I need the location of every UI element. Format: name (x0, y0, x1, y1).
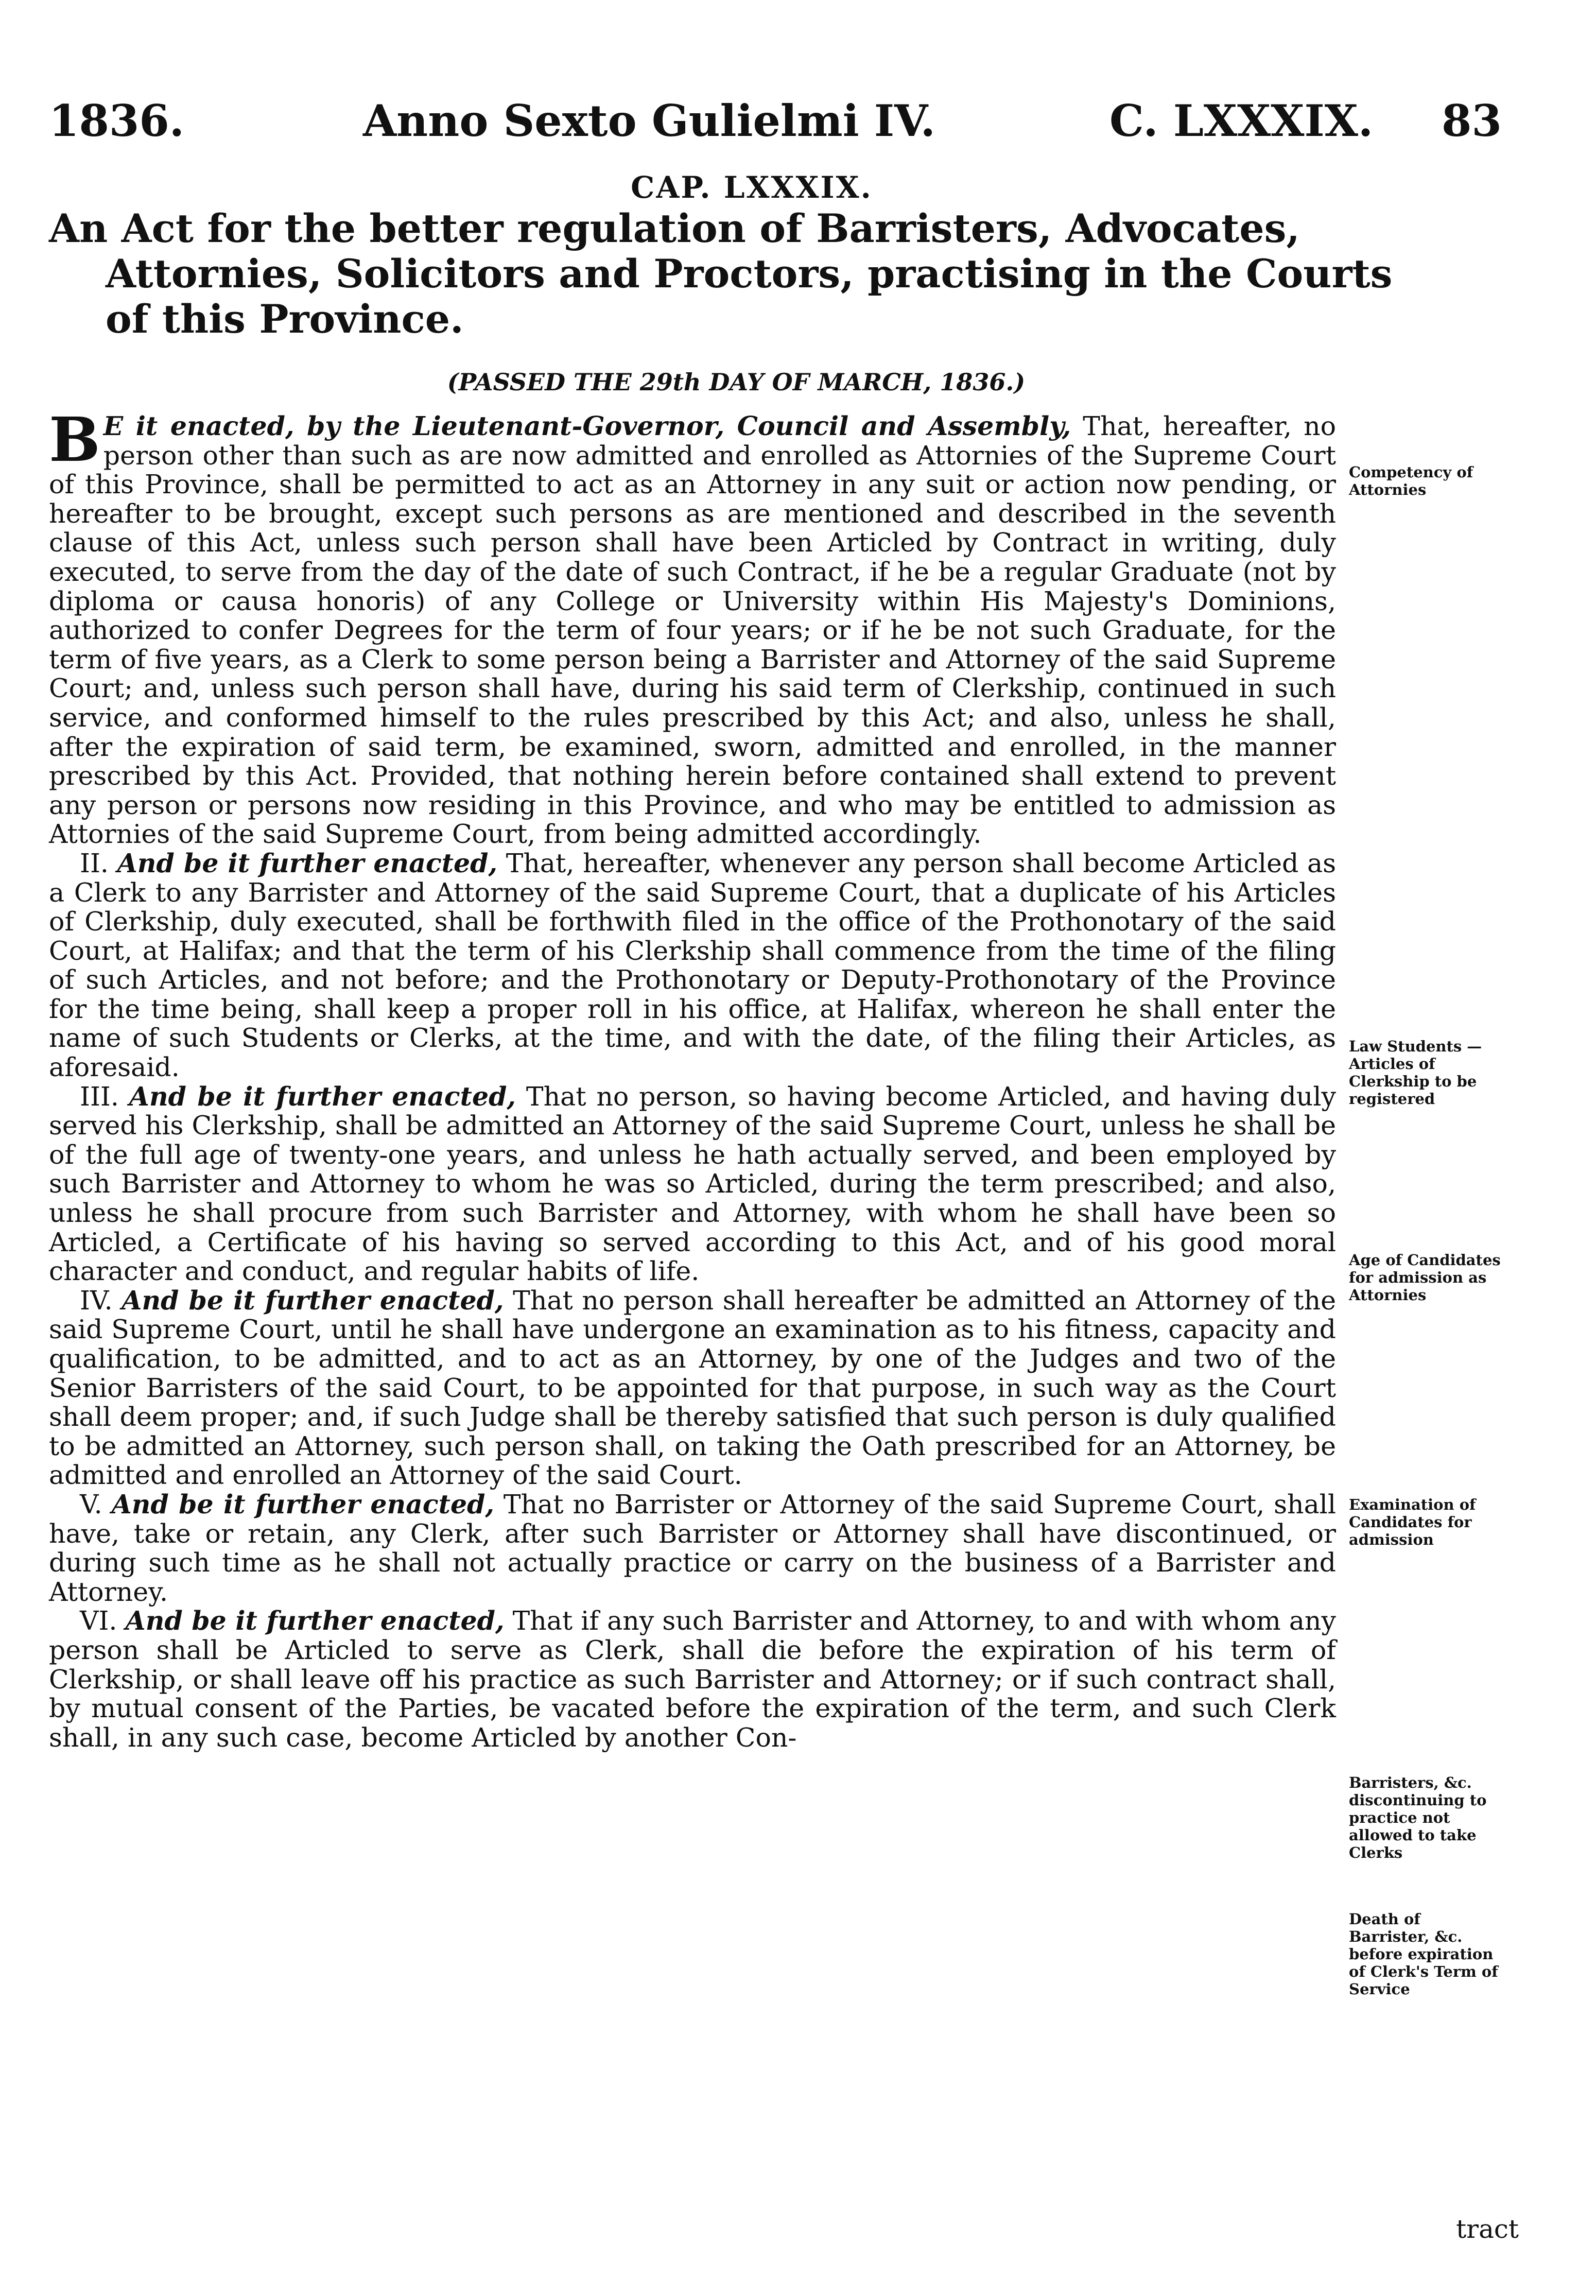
section-lead: And be it further enacted, (111, 1489, 494, 1520)
drop-cap: B (49, 404, 100, 475)
margin-note-competency: Competency of Attornies (1349, 463, 1473, 498)
section-text: That, hereafter, whenever any person shall become Articled as a Clerk to any Barrister and Attorney of the said Supreme Court, that a duplicate of his Articles of Clerkship, duly executed, shall be forthwith filed in the office of the Prothonotary of the said Court, at Halifax; and that the term of his Clerkship shall commence from the time of the filing of such Articles, and not before; and the Prothonotary or Deputy-Prothonotary of the Province for the time being, shall keep a proper roll in his office, at Halifax, whereon he shall enter the name of such Students or Clerks, at the time, and with the date, of the filing their Articles, as aforesaid. (49, 848, 1336, 1083)
section-text: That no person shall hereafter be admitted an Attorney of the said Supreme Court, until he shall have undergone an examination as to his fitness, capacity and qualification, to be admitted, and to act as an Attorney, by one of the Judges and two of the Senior Barristers of the said Court, to be appointed for that purpose, in such way as the Court shall deem proper; and, if such Judge shall be thereby satisfied that such person is duly qualified to be admitted an Attorney, such person shall, on taking the Oath prescribed for an Attorney, be admitted and enrolled an Attorney of the said Court. (49, 1285, 1336, 1491)
section-2 (49, 849, 1336, 1082)
section-text: That if any such Barrister and Attorney, to and with whom any person shall be Articled to serve as Clerk, shall die before the expiration of his term of Clerkship, or shall leave off his practice as such Barrister and Attorney; or if such contract shall, by mutual consent of the Parties, be vacated before the expiration of the term, and such Clerk shall, in any such case, become Articled by another Con- (49, 1606, 1336, 1753)
section-1 (49, 404, 1337, 850)
catchword: tract (1456, 2214, 1519, 2244)
passed-date: (PASSED THE 29th DAY OF MARCH, 1836.) (447, 368, 1026, 396)
margin-note-age-of-candidates: Age of Candidates for admission as Attornies (1349, 1251, 1501, 1304)
section-numeral: V. (80, 1489, 102, 1520)
section-text: That, hereafter, no person other than such as are now admitted and enrolled as Attornies of the Supreme Court of this Province, shall be permitted to act as an Attorney in any suit or action now pending, or hereafter to be brought, except such persons as are mentioned and described in the seventh clause of this Act, unless such person shall have been Articled by Contract in writing, duly executed, to serve from the day of the date of such Contract, if he be a regular Graduate (not by diploma or causa honoris) of any College or University within His Majesty's Dominions, authorized to confer Degrees for the term of four years; or if he be not such Graduate, for the term of five years, as a Clerk to some person being a Barrister and Attorney of the said Supreme Court; and, unless such person shall have, during his said term of Clerkship, continued in such service, and conformed himself to the rules prescribed by this Act; and also, unless he shall, after the expiration of said term, be examined, sworn, admitted and enrolled, in the manner prescribed by this Act. Provided, that nothing herein before contained shall extend to prevent any person or persons now residing in this Province, and who may be entitled to admission as Attornies of the said Supreme Court, from being admitted accordingly. (49, 411, 1337, 850)
section-numeral: IV. (80, 1285, 113, 1316)
section-lead: And be it further enacted, (129, 1081, 516, 1112)
margin-note-barristers-discontinuing: Barristers, &c. discontinuing to practice not allowed to take Clerks (1349, 1774, 1487, 1861)
page-number: 83 (1442, 95, 1502, 146)
act-body (49, 404, 1337, 1753)
section-5 (49, 1490, 1336, 1607)
section-6 (49, 1607, 1336, 1752)
running-head-chapter: C. LXXXIX. (1109, 95, 1374, 146)
section-3 (49, 1082, 1336, 1286)
section-text: That no Barrister or Attorney of the said Supreme Court, shall have, take or retain, any Clerk, after such Barrister or Attorney shall have discontinued, or during such time as he shall not actually practice or carry on the business of a Barrister and Attorney. (49, 1489, 1336, 1607)
chapter-heading: CAP. LXXXIX. (631, 170, 873, 205)
act-title: An Act for the better regulation of Barristers, Advocates, Attornies, Solicitors and Proctors, practising in the Courts of this Province. (49, 205, 1393, 342)
section-numeral: II. (80, 848, 109, 878)
running-head-year: 1836. (49, 95, 185, 146)
margin-note-examination: Examination of Candidates for admission (1349, 1496, 1476, 1548)
running-head (49, 93, 1516, 149)
section-4 (49, 1286, 1336, 1490)
section-lead: And be it further enacted, (125, 1606, 505, 1636)
margin-note-death-of-barrister: Death of Barrister, &c. before expiration of Clerk's Term of Service (1349, 1910, 1498, 1998)
section-numeral: III. (80, 1081, 119, 1112)
running-head-regnal-year: Anno Sexto Gulielmi IV. (363, 95, 935, 146)
section-numeral: VI. (80, 1606, 117, 1636)
margin-note-law-students: Law Students —Articles of Clerkship to be registered (1349, 1038, 1482, 1108)
section-lead: E it enacted, by the Lieutenant-Governor, Council and Assembly, (103, 411, 1071, 441)
section-lead: And be it further enacted, (122, 1285, 504, 1316)
section-lead: And be it further enacted, (117, 848, 498, 878)
section-text: That no person, so having become Articled, and having duly served his Clerkship, shall be admitted an Attorney of the said Supreme Court, unless he shall be of the full age of twenty-one years, and unless he hath actually served, and been employed by such Barrister and Attorney to whom he was so Articled, during the term prescribed; and also, unless he shall procure from such Barrister and Attorney, with whom he shall have been so Articled, a Certificate of his having so served according to this Act, and of his good moral character and conduct, and regular habits of life. (49, 1081, 1337, 1287)
